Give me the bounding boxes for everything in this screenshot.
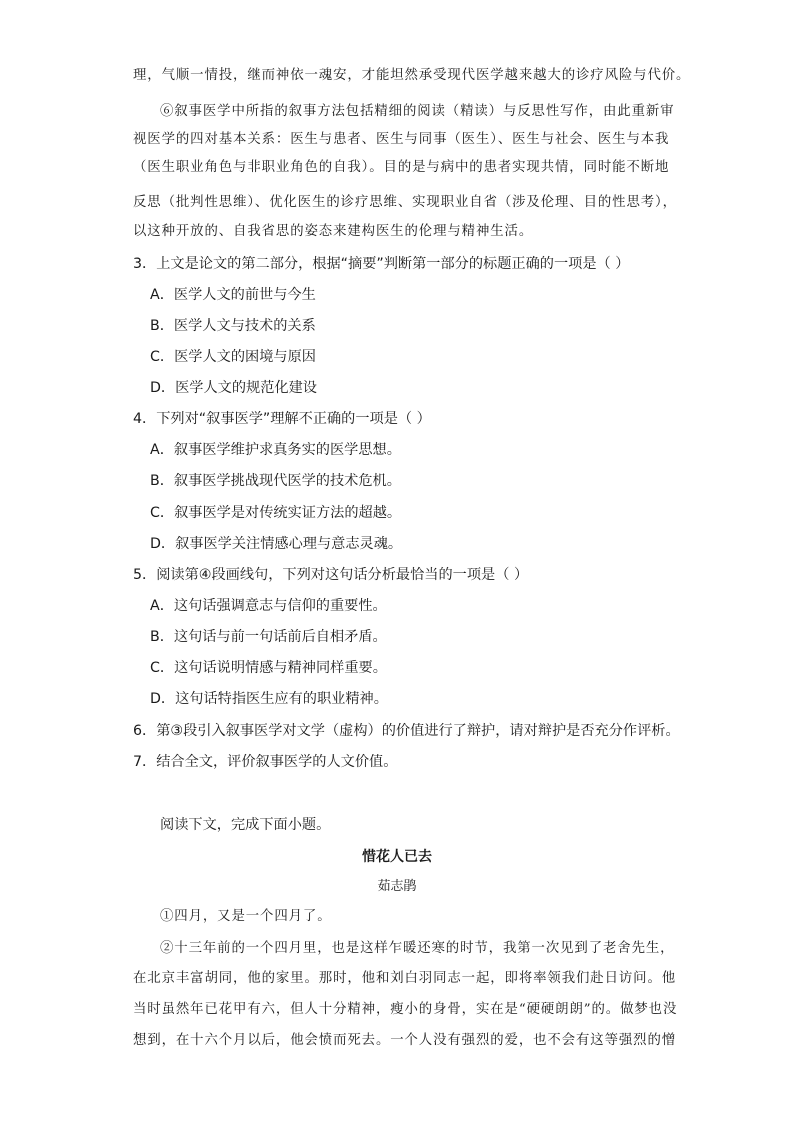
article-paragraph-2-line: 想到，在十六个月以后，他会愤而死去。一个人没有强烈的爱，也不会有这等强烈的憎	[133, 1033, 677, 1048]
article-author: 茹志鹃	[377, 879, 417, 894]
question-4-option-b: B．叙事医学挑战现代医学的技术危机。	[150, 473, 401, 489]
paragraph-6-line: 反思（批判性思维）、优化医生的诊疗思维、实现职业自省（涉及伦理、目的性思考），	[133, 195, 677, 210]
paragraph-6-line: 以这种开放的、自我省思的姿态来建构医生的伦理与精神生活。	[133, 224, 534, 239]
article-paragraph-2-line: ②十三年前的一个四月里，也是这样乍暖还寒的时节，我第一次见到了老舍先生，	[160, 941, 675, 956]
question-5-option-b: B．这句话与前一句话前后自相矛盾。	[150, 629, 387, 645]
passage-line: 理，气顺一情投，继而神依一魂安，才能坦然承受现代医学越来越大的诊疗风险与代价。	[133, 68, 691, 83]
question-4-stem: 4．下列对“叙事医学”理解不正确的一项是（ ）	[133, 411, 431, 427]
question-3-option-b: B．医学人文与技术的关系	[150, 318, 316, 334]
question-3-option-d: D．医学人文的规范化建设	[150, 380, 317, 396]
question-5-option-a: A．这句话强调意志与信仰的重要性。	[150, 598, 387, 614]
question-6-stem: 6．第③段引入叙事医学对文学（虚构）的价值进行了辩护，请对辩护是否充分作评析。	[133, 723, 680, 739]
question-5-option-c: C．这句话说明情感与精神同样重要。	[150, 660, 387, 676]
paragraph-6-line: 视医学的四对基本关系：医生与患者、医生与同事（医生）、医生与社会、医生与本我	[133, 132, 670, 147]
question-3-stem: 3．上文是论文的第二部分，根据“摘要”判断第一部分的标题正确的一项是（ ）	[133, 256, 630, 272]
question-3-option-a: A．医学人文的前世与今生	[150, 287, 316, 303]
question-5-option-d: D．这句话特指医生应有的职业精神。	[150, 691, 388, 707]
paragraph-6-line: （医生职业角色与非职业角色的自我）。目的是与病中的患者实现共情，同时能不断地	[133, 160, 670, 175]
paragraph-6-line: ⑥叙事医学中所指的叙事方法包括精细的阅读（精读）与反思性写作，由此重新审	[160, 104, 675, 119]
question-5-stem: 5．阅读第④段画线句，下列对这句话分析最恰当的一项是（ ）	[133, 567, 529, 583]
article-title: 惜花人已去	[362, 849, 432, 865]
article-paragraph-2-line: 当时虽然年已花甲有六，但人十分精神，瘦小的身骨，实在是“硬硬朗朗”的。做梦也没	[133, 1002, 678, 1017]
question-4-option-c: C．叙事医学是对传统实证方法的超越。	[150, 505, 402, 521]
article-paragraph-1: ①四月，又是一个四月了。	[160, 909, 332, 924]
question-4-option-a: A．叙事医学维护求真务实的医学思想。	[150, 442, 401, 458]
reading-instruction: 阅读下文，完成下面小题。	[160, 817, 331, 833]
question-3-option-c: C．医学人文的困境与原因	[150, 349, 316, 365]
question-4-option-d: D．叙事医学关注情感心理与意志灵魂。	[150, 536, 403, 552]
question-7-stem: 7．结合全文，评价叙事医学的人文价值。	[133, 754, 398, 770]
article-paragraph-2-line: 在北京丰富胡同，他的家里。那时，他和刘白羽同志一起，即将率领我们赴日访问。他	[133, 971, 677, 986]
